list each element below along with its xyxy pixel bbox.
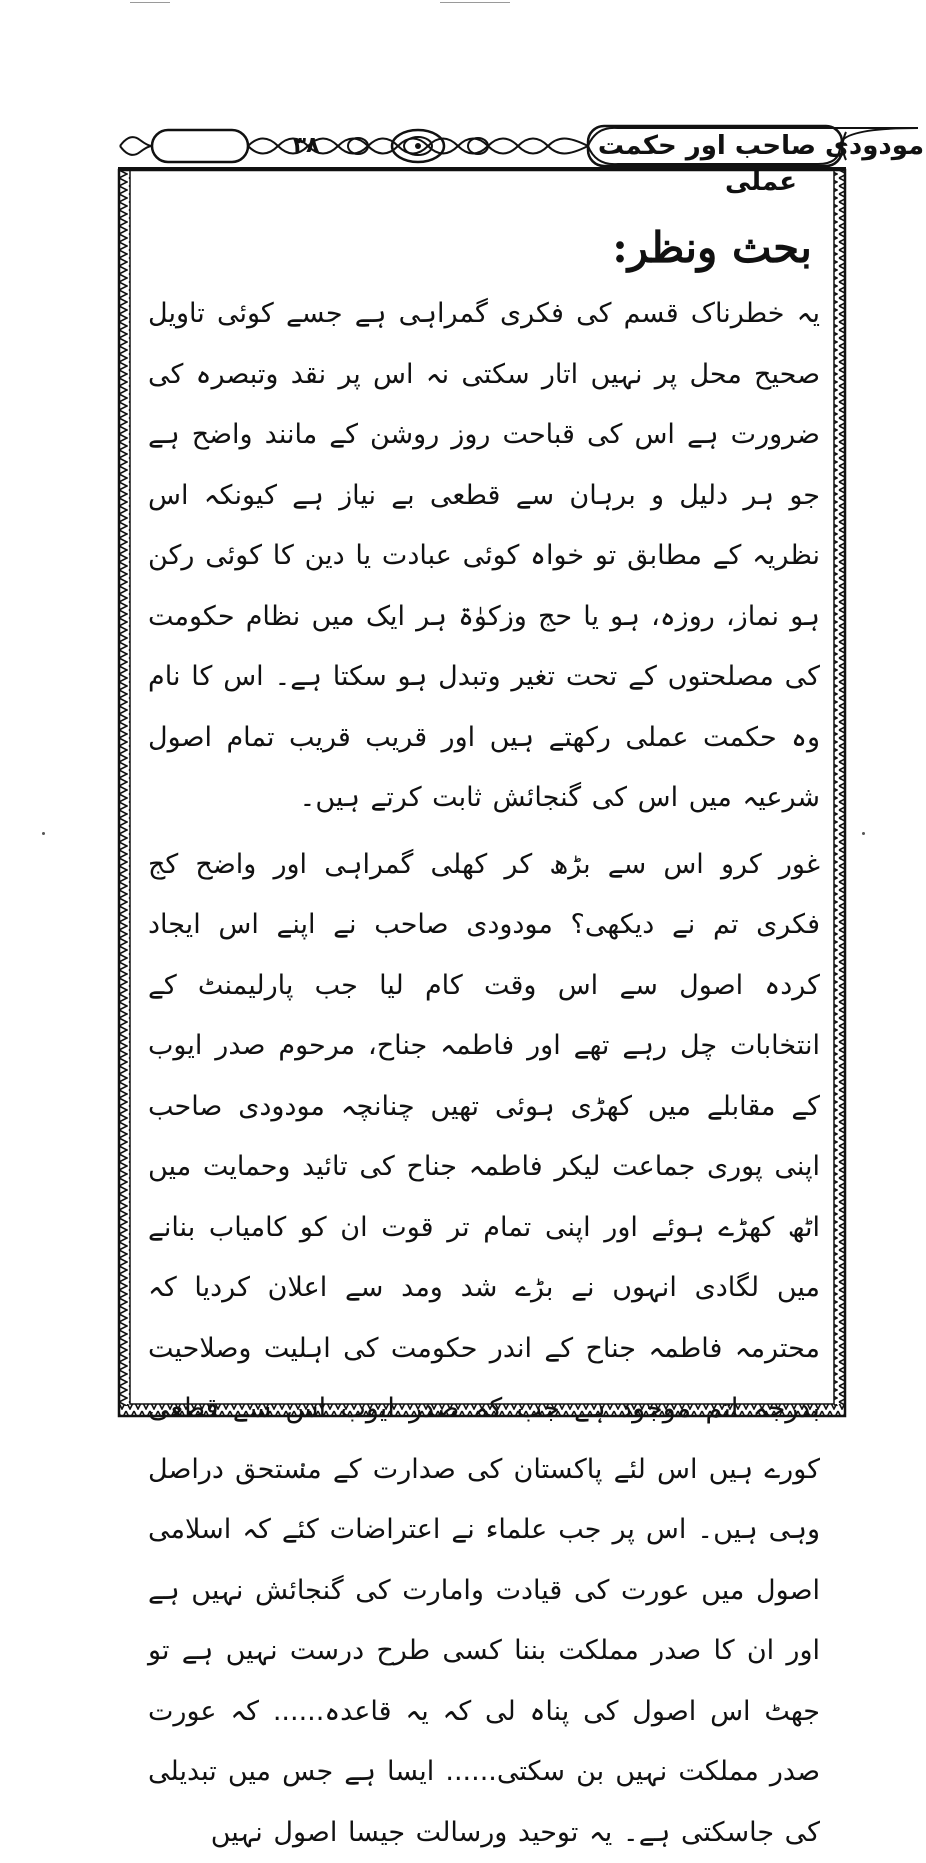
paragraph: یہ خطرناک قسم کی فکری گمراہی ہے جسے کوئی تاویل صحیح محل پر نہیں اتار سکتی نہ اس پر نقد وتبصرہ کی ضرورت ہے اس کی قباحت روز روشن کے مانند واضح ہے جو ہر دلیل و برہان سے قطعی بے نیاز ہے کیونکہ اس نظریہ کے مطابق تو خواہ کوئی عبادت یا دین کا کوئی رکن ہو نماز، روزہ، ہو یا حج وزکوٰۃ ہر ایک میں نظام حکومت کی مصلحتوں کے تحت تغیر وتبدل ہو سکتا ہے۔ اس کا نام وہ حکمت عملی رکھتے ہیں اور قریب قریب تمام اصول شرعیہ میں اس کی گنجائش ثابت کرتے ہیں۔ [148,284,820,829]
page-content [148,200,820,1863]
scan-speck [42,832,45,835]
section-heading: بحث ونظر: [148,212,812,284]
scan-artifact-line [440,2,510,3]
book-title: مودودی صاحب اور حکمت عملی [596,128,926,164]
scan-speck [862,832,865,835]
scan-artifact-line [130,2,170,3]
paragraph: غور کرو اس سے بڑھ کر کھلی گمراہی اور واضح کج فکری تم نے دیکھی؟ مودودی صاحب نے اپنے اس ایجاد کردہ اصول سے اس وقت کام لیا جب پارلیمنٹ کے انتخابات چل رہے تھے اور فاطمہ جناح، مرحوم صدر ایوب کے مقابلے میں کھڑی ہوئی تھیں چنانچہ مودودی صاحب اپنی پوری جماعت لیکر فاطمہ جناح کی تائید وحمایت میں اٹھ کھڑے ہوئے اور اپنی تمام تر قوت ان کو کامیاب بنانے میں لگادی انہوں نے بڑے شد ومد سے اعلان کردیا کہ محترمہ فاطمہ جناح کے اندر حکومت کی اہلیت وصلاحیت بدرجہ اتم موجود ہے جب کہ صدر ایوب اس سے قطعی کورے ہیں اس لئے پاکستان کی صدارت کے مستحق دراصل وہی ہیں۔ اس پر جب علماء نے اعتراضات کئے کہ اسلامی اصول میں عورت کی قیادت وامارت کی گنجائش نہیں ہے اور ان کا صدر مملکت بننا کسی طرح درست نہیں ہے تو جھٹ اس اصول کی پناہ لی کہ یہ قاعدہ...... کہ عورت صدر مملکت نہیں بن سکتی...... ایسا ہے جس میں تبدیلی کی جاسکتی ہے۔ یہ توحید ورسالت جیسا اصول نہیں [148,835,820,1863]
page-number: ۳۸ [274,130,338,162]
page-header [118,122,846,170]
